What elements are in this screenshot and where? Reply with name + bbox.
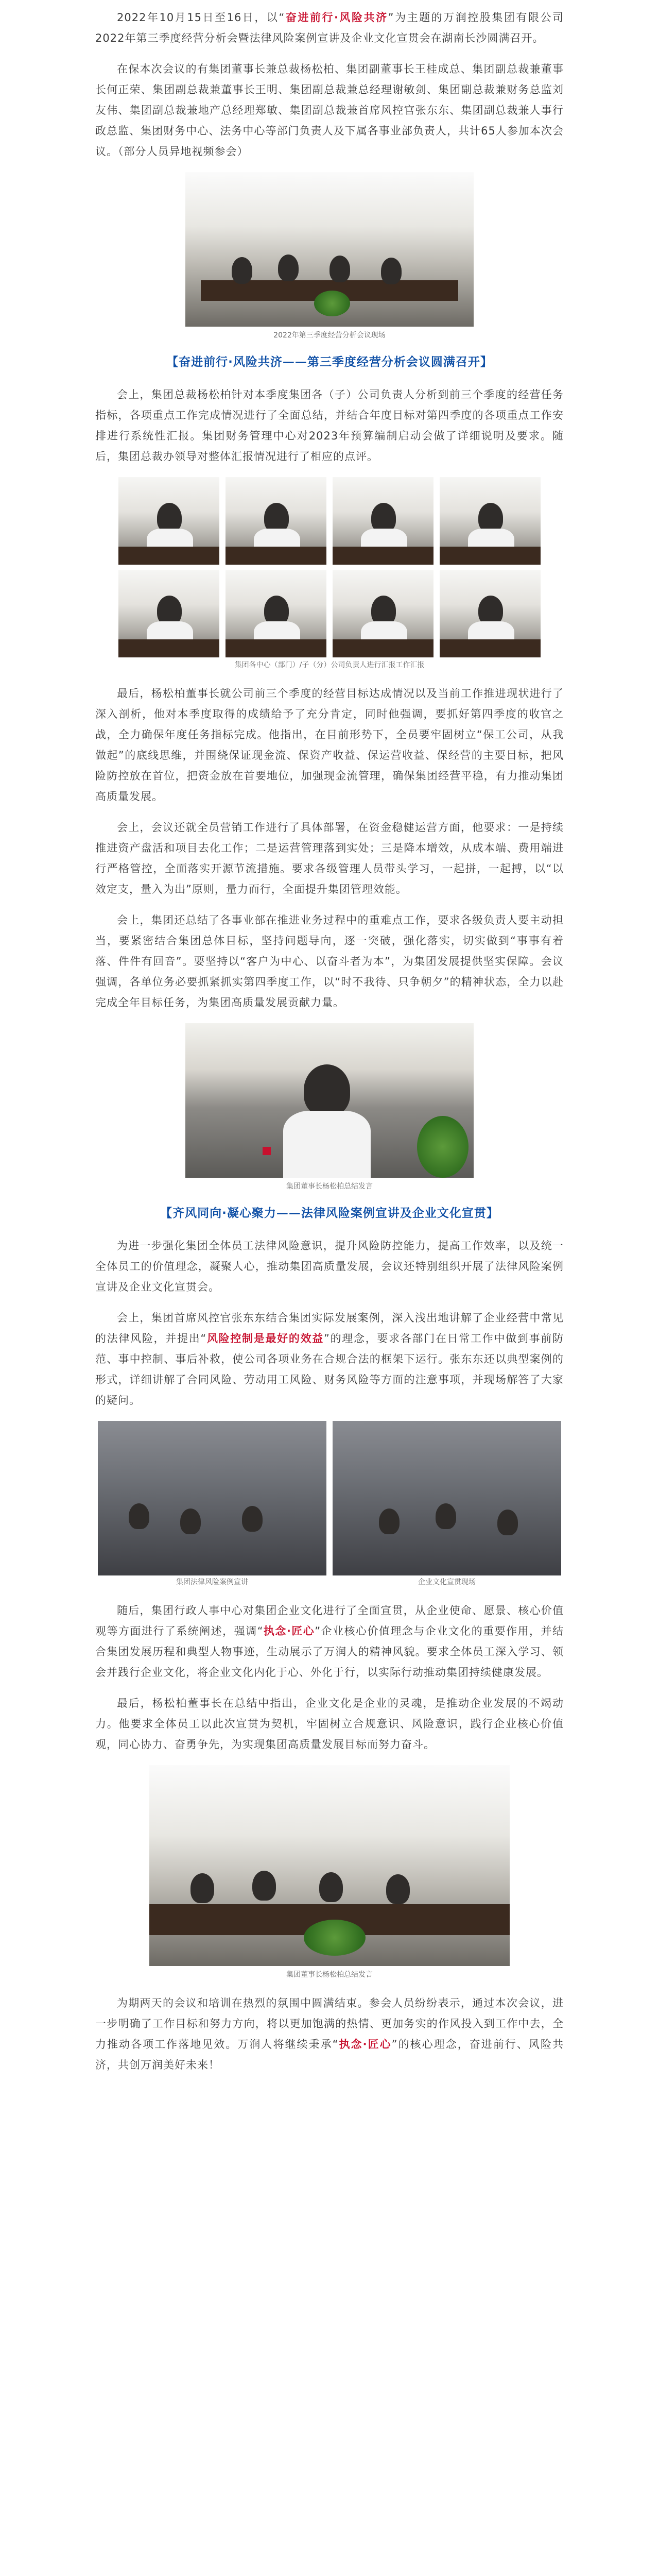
speaker-photo-grid xyxy=(118,477,541,657)
paragraph: 为进一步强化集团全体员工法律风险意识，提升风险防控能力，提高工作效率，以及统一全体员工的价值理念，凝聚人心，推动集团高质量发展，会议还特别组织开展了法律风险案例宣讲及企业文化宣贯会。 xyxy=(95,1240,564,1293)
speaker-photo xyxy=(333,477,433,565)
training-photo xyxy=(98,1421,326,1575)
figure-caption: 集团各中心（部门）/子（分）公司负责人进行汇报工作汇报 xyxy=(234,661,425,669)
section-body xyxy=(95,1600,564,1755)
training-photo-grid xyxy=(98,1421,561,1600)
chairman-photo xyxy=(185,1023,474,1178)
paragraph: 会上，集团首席风控官张东东结合集团实际发展案例，深入浅出地讲解了企业经营中常见的法律风险，并提出“风险控制是最好的效益”的理念，要求各部门在日常工作中做到事前防范、事中控制、事后补救，使公司各项业务在合规合法的框架下运行。张东东还以典型案例的形式，详细讲解了合同风险、劳动用工风险、财务风险等方面的注意事项，并现场解答了大家的疑问。 xyxy=(95,1312,564,1406)
figure-caption: 集团董事长杨松柏总结发言 xyxy=(286,1971,373,1979)
speaker-photo xyxy=(226,570,326,657)
intro-section xyxy=(95,0,564,162)
paragraph: 为期两天的会议和培训在热烈的氛围中圆满结束。参会人员纷纷表示，通过本次会议，进一步明确了工作目标和努力方向，将以更加饱满的热情、更加务实的作风投入到工作中去，全力推动各项工作落地见效。万润人将继续秉承“执念·匠心”的核心理念，奋进前行、风险共济，共创万润美好未来！ xyxy=(95,1997,564,2071)
paragraph: 在保本次会议的有集团董事长兼总裁杨松柏、集团副董事长王桂成总、集团副总裁兼董事长何正荣、集团副总裁兼董事长王明、集团副总裁兼总经理谢敏剑、集团副总裁兼财务总监刘友伟、集团副总裁兼地产总经理郑敏、集团副总裁兼首席风控官张东东、集团副总裁兼人事行政总监、集团财务中心、法务中心等部门负责人及下属各事业部负责人，共计65人参加本次会议。（部分人员异地视频参会） xyxy=(95,63,564,158)
closing-section xyxy=(95,1993,564,2075)
grid-item xyxy=(333,1421,561,1600)
section-body xyxy=(95,1235,564,1411)
section-title: 【奋进前行·风险共济——第三季度经营分析会议圆满召开】 xyxy=(166,355,493,369)
paragraph: 最后，杨松柏董事长就公司前三个季度的经营目标达成情况以及当前工作推进现状进行了深入剖析，他对本季度取得的成绩给予了充分肯定，同时他强调，要抓好第四季度的收官之战，全力确保年度任务指标完成。他指出，在目前形势下，全员要牢固树立“保工公司，从我做起”的底线思维，并围绕保证现金流、保资产收益、保运营收益、保经营的主要目标，把风险防控放在首位，把资金放在首要地位，加强现金流管理，确保集团经营平稳，有力推动集团高质量发展。 xyxy=(95,687,564,803)
speaker-photo xyxy=(440,477,541,565)
speaker-photo xyxy=(226,477,326,565)
highlight-text: 奋进前行·风险共济 xyxy=(285,11,388,24)
paragraph: 2022年10月15日至16日，以“奋进前行·风险共济”为主题的万润控股集团有限公司2022年第三季度经营分析会暨法律风险案例宣讲及企业文化宣贯会在湖南长沙圆满召开。 xyxy=(95,11,564,44)
speaker-photo xyxy=(333,570,433,657)
conference-photo-1 xyxy=(185,172,474,327)
highlight-text: 执念·匠心 xyxy=(263,1625,315,1637)
highlight-text: 风险控制是最好的效益 xyxy=(206,1332,324,1345)
figure-caption: 集团董事长杨松柏总结发言 xyxy=(286,1182,373,1191)
group-photo xyxy=(149,1765,510,1966)
paragraph: 随后，集团行政人事中心对集团企业文化进行了全面宣贯，从企业使命、愿景、核心价值观等方面进行了系统阐述，强调“执念·匠心”企业核心价值理念与企业文化的重要作用，并结合集团发展历程和典型人物事迹，生动展示了万润人的精神风貌。要求全体员工深入学习、领会并践行企业文化，将企业文化内化于心、外化于行，以实际行动推动集团持续健康发展。 xyxy=(95,1604,564,1679)
figure-caption: 2022年第三季度经营分析会议现场 xyxy=(273,331,386,340)
section-body xyxy=(95,384,564,467)
highlight-text: 执念·匠心 xyxy=(338,2038,392,2050)
article-column xyxy=(95,0,564,2086)
paragraph: 会上，会议还就全员营销工作进行了具体部署，在资金稳健运营方面，他要求：一是持续推进资产盘活和项目去化工作；二是运营管理落到实处；三是降本增效，从成本端、费用端进行严格管控，全面落实开源节流措施。要求各级管理人员带头学习，一起拼，一起搏，以“以效定支，量入为出”原则，量力而行，全面提升集团管理效能。 xyxy=(95,821,564,895)
grid-item xyxy=(98,1421,326,1600)
figure-caption: 集团法律风险案例宣讲 xyxy=(176,1578,248,1586)
figure-caption: 企业文化宣贯现场 xyxy=(418,1578,476,1586)
paragraph: 会上，集团还总结了各事业部在推进业务过程中的重难点工作，要求各级负责人要主动担当，要紧密结合集团总体目标，坚持问题导向，逐一突破，强化落实，切实做到“事事有着落、件件有回音”。要坚持以“客户为中心、以奋斗者为本”，为集团发展提供坚实保障。会议强调，各单位务必要抓紧抓实第四季度工作，以“时不我待、只争朝夕”的精神状态，全力以赴完成全年目标任务，为集团高质量发展贡献力量。 xyxy=(95,914,564,1009)
speaker-photo xyxy=(440,570,541,657)
speaker-photo xyxy=(118,477,219,565)
paragraph: 会上，集团总裁杨松柏针对本季度集团各（子）公司负责人分析到前三个季度的经营任务指标，各项重点工作完成情况进行了全面总结，并结合年度目标对第四季度的各项重点工作安排进行系统性汇报。集团财务管理中心对2023年预算编制启动会做了详细说明及要求。随后，集团总裁办领导对整体汇报情况进行了相应的点评。 xyxy=(95,388,564,463)
section-title: 【齐风同向·凝心聚力——法律风险案例宣讲及企业文化宣贯】 xyxy=(160,1207,499,1220)
speaker-photo xyxy=(118,570,219,657)
section-body xyxy=(95,683,564,1013)
paragraph: 最后，杨松柏董事长在总结中指出，企业文化是企业的灵魂，是推动企业发展的不竭动力。他要求全体员工以此次宣贯为契机，牢固树立合规意识、风险意识，践行企业核心价值观，同心协力、奋勇争先，为实现集团高质量发展目标而努力奋斗。 xyxy=(95,1697,564,1751)
training-photo xyxy=(333,1421,561,1575)
